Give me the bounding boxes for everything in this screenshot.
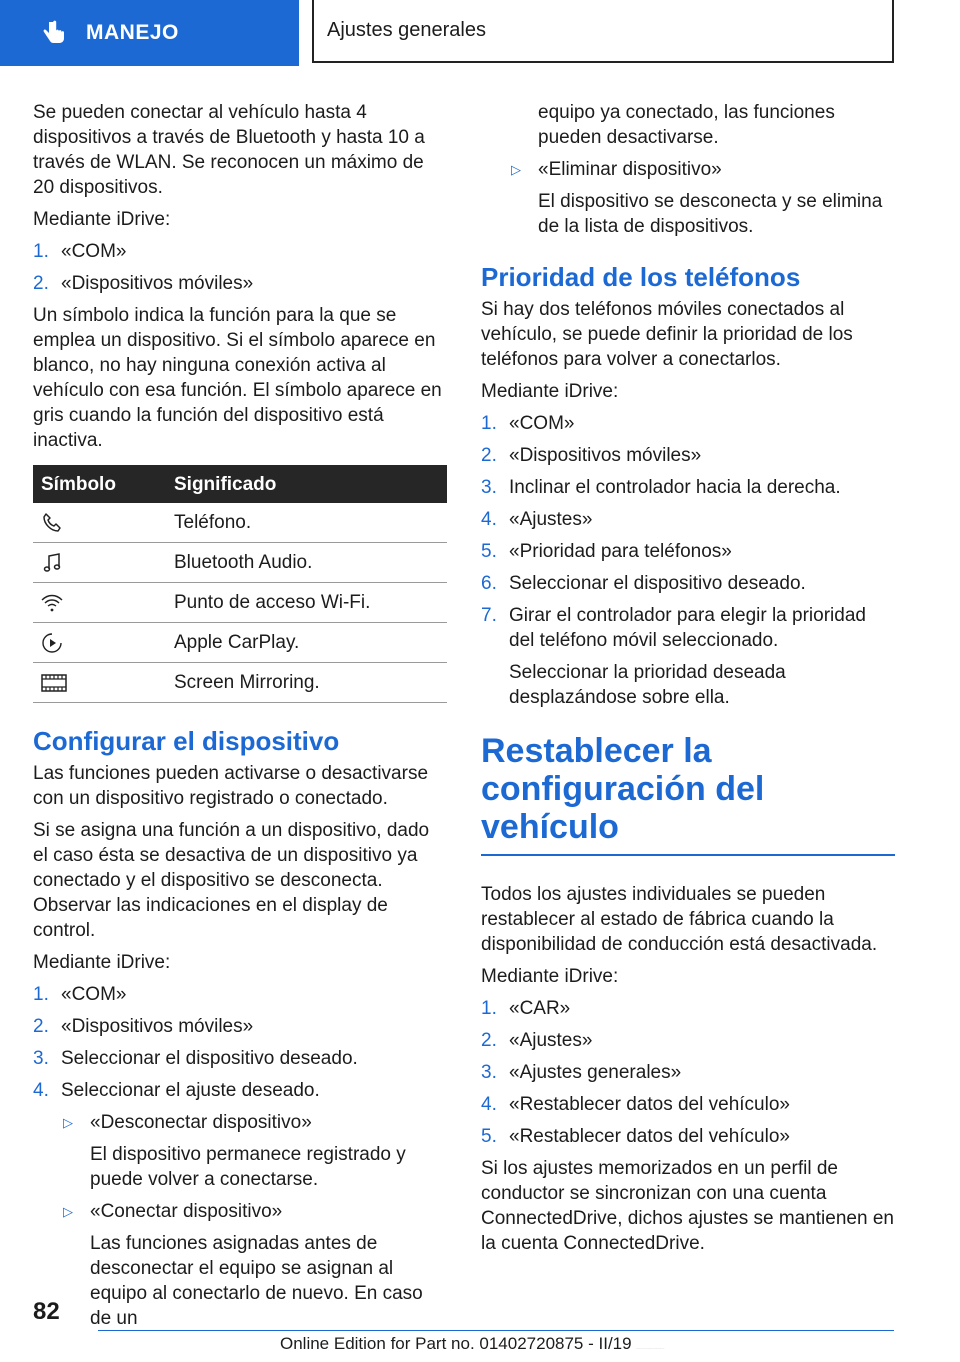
step-text: «COM»	[61, 241, 127, 262]
step-number: 7.	[481, 605, 497, 626]
symbol-table	[33, 465, 447, 703]
step-text: «Ajustes»	[509, 1030, 593, 1051]
step-number: 5.	[481, 541, 497, 562]
step-text: Girar el controlador para elegir la prioridad del teléfono móvil seleccionado.	[509, 605, 866, 651]
step-text: «Ajustes generales»	[509, 1062, 682, 1083]
list-item	[33, 1078, 447, 1331]
option-disconnect	[61, 1110, 447, 1192]
reset-steps	[481, 996, 895, 1149]
priority-paragraph: Si hay dos teléfonos móviles conectados al vehículo, se puede definir la prioridad de los teléfonos para volver a conectarlos.	[481, 299, 853, 370]
table-row	[33, 583, 447, 623]
step-number: 1.	[481, 413, 497, 434]
header-meaning: Significado	[166, 465, 447, 503]
symbol-cell	[33, 623, 166, 663]
priority-heading: Prioridad de los teléfonos	[481, 262, 801, 292]
list-item	[481, 996, 895, 1021]
list-item	[481, 1028, 895, 1053]
list-item	[481, 1124, 895, 1149]
step-text: «Prioridad para teléfonos»	[509, 541, 732, 562]
option-delete	[481, 157, 895, 239]
continued-option-desc	[481, 100, 895, 150]
step-text: «Dispositivos móviles»	[61, 1016, 254, 1037]
configure-paragraph-1: Las funciones pueden activarse o desactivarse con un dispositivo registrado o conectado.	[33, 763, 429, 809]
step-number: 4.	[481, 509, 497, 530]
step-text: «Restablecer datos del vehículo»	[509, 1094, 790, 1115]
list-item	[481, 539, 895, 564]
list-item	[481, 443, 895, 468]
left-column	[33, 100, 447, 1338]
symbol-cell	[33, 503, 166, 543]
step-number: 3.	[33, 1048, 49, 1069]
configure-steps	[33, 982, 447, 1331]
symbol-explanation: Un símbolo indica la función para la que se emplea un dispositivo. Si el símbolo aparece en blanco, no hay ninguna conexión activa al vehículo con esa función. El símbolo aparece en gris cuando la función del dispositivo está inactiva.	[33, 305, 442, 451]
section-tab	[0, 0, 299, 66]
list-item	[481, 1060, 895, 1085]
footer-edition	[280, 1334, 664, 1354]
idrive-label: Mediante iDrive:	[33, 952, 171, 973]
step-number: 1.	[481, 998, 497, 1019]
chapter-title-box	[312, 0, 894, 63]
option-label: «Conectar dispositivo»	[90, 1201, 283, 1222]
chapter-title: Ajustes generales	[327, 19, 486, 41]
configure-paragraph-2: Si se asigna una función a un dispositivo, dado el caso ésta se desactiva de un dispositivo ya conectado y el dispositivo se desconecta. Observar las indicaciones en el display de control.	[33, 820, 430, 941]
step-text: «Dispositivos móviles»	[61, 273, 254, 294]
reset-paragraph: Todos los ajustes individuales se pueden restablecer al estado de fábrica cuando la disponibilidad de conducción está desactivada.	[481, 884, 878, 955]
step-number: 3.	[481, 1062, 497, 1083]
reset-heading: Restablecer la configuración del vehículo	[481, 732, 895, 856]
step-number: 1.	[33, 241, 49, 262]
option-description: Las funciones asignadas antes de desconectar el equipo se asignan al equipo al conectarlo de nuevo. En caso de un	[90, 1233, 423, 1329]
triangle-bullet-icon: ▷	[63, 1204, 73, 1219]
list-item	[481, 475, 895, 500]
step-number: 4.	[481, 1094, 497, 1115]
option-description: El dispositivo se desconecta y se elimina de la lista de dispositivos.	[538, 191, 883, 237]
intro-paragraph: Se pueden conectar al vehículo hasta 4 dispositivos a través de Bluetooth y hasta 10 a través de WLAN. Se reconocen un máximo de 20 dispositivos.	[33, 102, 425, 198]
list-item	[33, 1046, 447, 1071]
edition-text: Online Edition for Part no. 01402720875 - II/19	[280, 1334, 632, 1353]
table-header-row	[33, 465, 447, 503]
step-number: 2.	[481, 445, 497, 466]
table-row	[33, 503, 447, 543]
meaning-cell: Screen Mirroring.	[166, 663, 447, 703]
step-text: «CAR»	[509, 998, 571, 1019]
table-row	[33, 543, 447, 583]
step-text: Inclinar el controlador hacia la derecha.	[509, 477, 841, 498]
carplay-icon	[41, 632, 63, 654]
section-label: MANEJO	[86, 21, 179, 44]
symbol-cell	[33, 543, 166, 583]
step-number: 2.	[33, 1016, 49, 1037]
idrive-label: Mediante iDrive:	[481, 966, 619, 987]
option-label: «Eliminar dispositivo»	[538, 159, 722, 180]
step-number: 3.	[481, 477, 497, 498]
screen-mirroring-icon	[41, 672, 67, 694]
configure-heading: Configurar el dispositivo	[33, 726, 340, 756]
step-text: «Dispositivos móviles»	[509, 445, 702, 466]
step-text: «Ajustes»	[509, 509, 593, 530]
meaning-cell: Apple CarPlay.	[166, 623, 447, 663]
step-number: 2.	[481, 1030, 497, 1051]
step-text: «Restablecer datos del vehículo»	[509, 1126, 790, 1147]
list-item	[481, 411, 895, 436]
step-text: Seleccionar el ajuste deseado.	[61, 1080, 320, 1101]
right-column	[481, 100, 895, 1263]
step-note: Seleccionar la prioridad deseada desplazándose sobre ella.	[509, 662, 786, 708]
triangle-bullet-icon: ▷	[511, 162, 521, 177]
step-text: Seleccionar el dispositivo deseado.	[61, 1048, 358, 1069]
list-item	[481, 507, 895, 532]
list-item	[481, 1092, 895, 1117]
meaning-cell: Bluetooth Audio.	[166, 543, 447, 583]
option-description: El dispositivo permanece registrado y puede volver a conectarse.	[90, 1144, 406, 1190]
step-number: 6.	[481, 573, 497, 594]
phone-icon	[41, 512, 63, 534]
table-row	[33, 663, 447, 703]
reset-note: Si los ajustes memorizados en un perfil de conductor se sincronizan con una cuenta ConnectedDrive, dichos ajustes se mantienen en la cuenta ConnectedDrive.	[481, 1158, 894, 1254]
idrive-label: Mediante iDrive:	[33, 209, 171, 230]
music-note-icon	[41, 552, 63, 574]
step-number: 1.	[33, 984, 49, 1005]
watermark: Downloaded from www.Manualslib.com manuals search engine	[636, 1349, 665, 1350]
device-steps	[33, 239, 447, 296]
wifi-icon	[41, 592, 63, 614]
step-number: 4.	[33, 1080, 49, 1101]
table-row	[33, 623, 447, 663]
list-item	[481, 571, 895, 596]
meaning-cell: Punto de acceso Wi-Fi.	[166, 583, 447, 623]
option-connect	[61, 1199, 447, 1331]
page-number: 82	[33, 1298, 60, 1325]
triangle-bullet-icon: ▷	[63, 1115, 73, 1130]
idrive-label: Mediante iDrive:	[481, 381, 619, 402]
option-list	[61, 1110, 447, 1331]
symbol-cell	[33, 583, 166, 623]
list-item	[33, 271, 447, 296]
step-number: 5.	[481, 1126, 497, 1147]
list-item	[33, 1014, 447, 1039]
priority-steps	[481, 411, 895, 710]
list-item	[33, 982, 447, 1007]
list-item	[481, 603, 895, 710]
step-text: Seleccionar el dispositivo deseado.	[509, 573, 806, 594]
option-description-continued: equipo ya conectado, las funciones pueden desactivarse.	[538, 102, 835, 148]
meaning-cell: Teléfono.	[166, 503, 447, 543]
steering-hand-icon	[42, 20, 66, 46]
footer-rule	[98, 1330, 894, 1331]
step-text: «COM»	[61, 984, 127, 1005]
symbol-cell	[33, 663, 166, 703]
option-label: «Desconectar dispositivo»	[90, 1112, 312, 1133]
list-item	[33, 239, 447, 264]
step-number: 2.	[33, 273, 49, 294]
header-symbol: Símbolo	[33, 465, 166, 503]
step-text: «COM»	[509, 413, 575, 434]
